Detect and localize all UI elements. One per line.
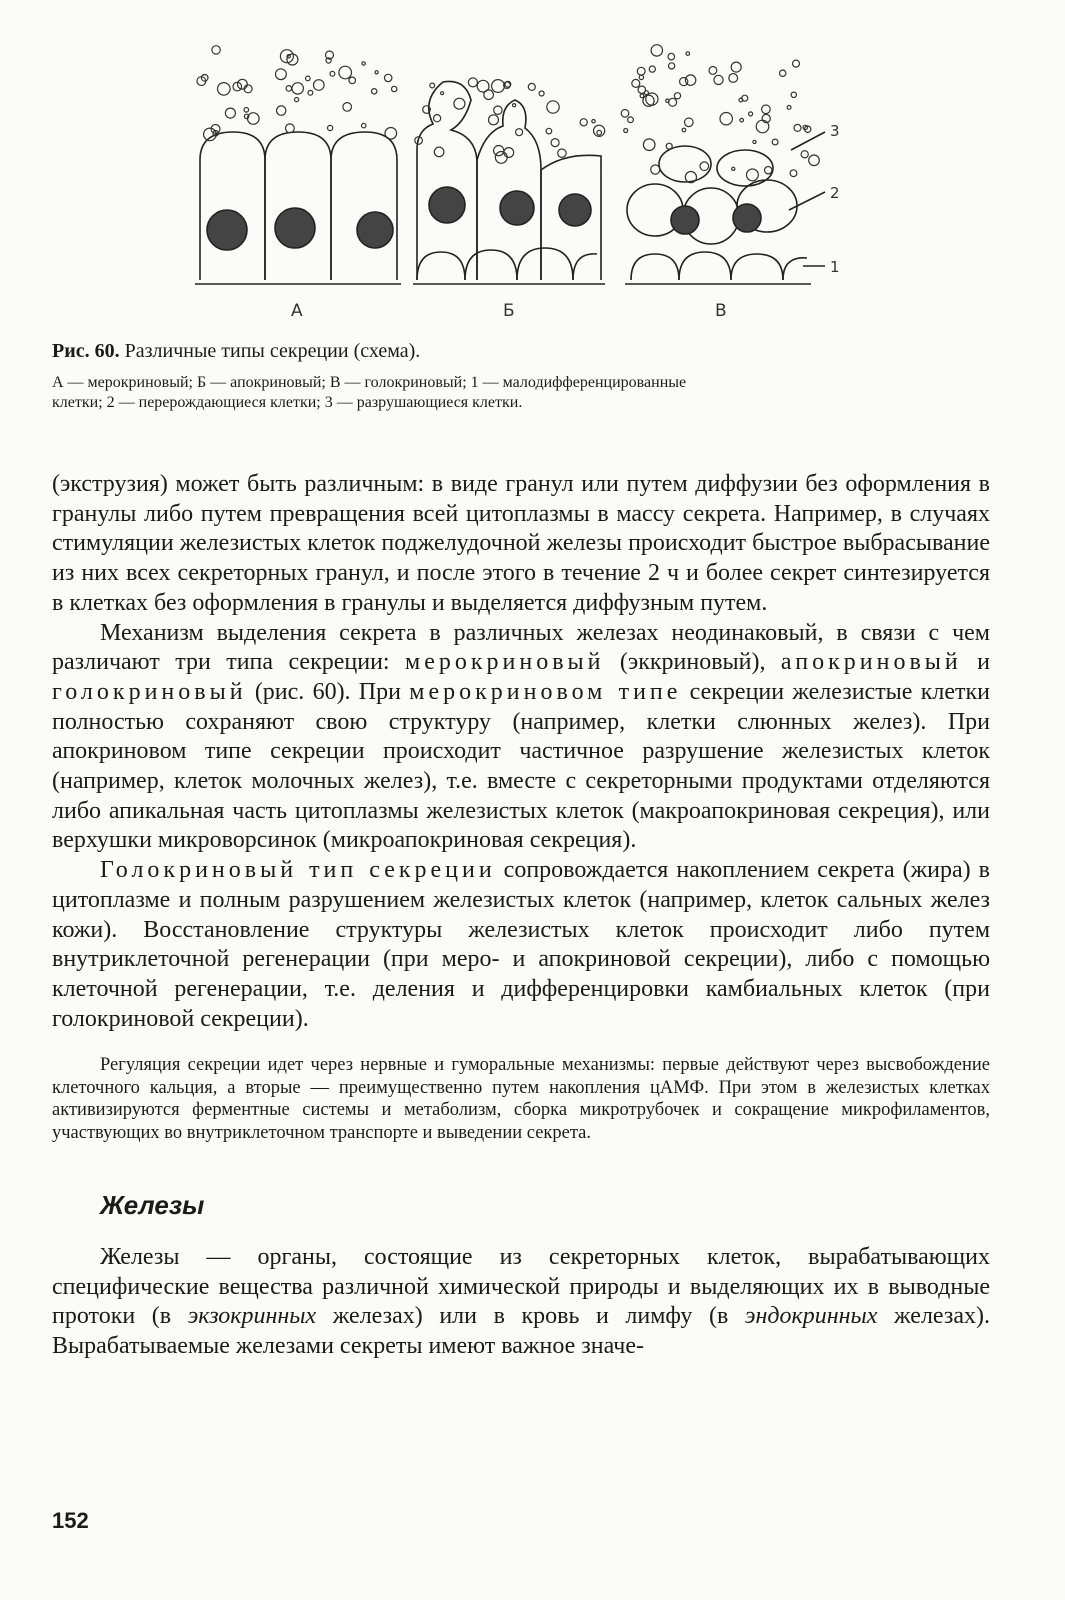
granule xyxy=(762,105,771,114)
spaced-term: мерокриновом типе xyxy=(409,678,682,705)
granule xyxy=(649,66,655,72)
granule xyxy=(731,62,741,72)
granule xyxy=(248,113,260,125)
granule xyxy=(492,80,505,93)
caption-label: Рис. 60. xyxy=(52,340,120,362)
granule xyxy=(330,71,335,76)
granule xyxy=(441,92,444,95)
granule xyxy=(666,99,669,102)
text-run: и xyxy=(961,649,991,676)
granule xyxy=(729,74,738,83)
granule xyxy=(720,113,732,125)
granule xyxy=(753,140,756,143)
granule xyxy=(516,129,523,136)
granule xyxy=(621,110,629,118)
figure-caption xyxy=(52,340,992,413)
spaced-term: голокриновый xyxy=(52,678,247,705)
granule xyxy=(732,167,735,170)
callout-1: 1 xyxy=(830,258,840,276)
text-run: Железы — органы, состоящие из секреторных клеток, вырабатывающих специфические вещества различной химической природы и выделяющих их в выводные протоки (в xyxy=(52,1243,990,1330)
section-heading: Железы xyxy=(100,1189,205,1220)
granule xyxy=(791,92,796,97)
granule xyxy=(685,118,694,127)
granule xyxy=(628,117,634,123)
granule xyxy=(546,128,552,134)
granule xyxy=(680,78,688,86)
granule xyxy=(494,106,502,114)
caption-legend-line-2: клетки; 2 — перерождающиеся клетки; 3 — разрушающиеся клетки. xyxy=(52,394,523,411)
text-run: сопровождается накоплением секрета (жира) в цитоплазме и полным разрушением железистых клеток (например, клеток сальных желез кожи). Восстановление структуры железистых клеток происходит либо путем внутриклеточной регенерации (при меро- и апокриновой секреции), либо с помощью клеточной регенерации, т.е. деления и дифференцировки камбиальных клеток (при голокриновой секреции). xyxy=(52,857,990,1032)
granule xyxy=(212,46,220,54)
panel-label-a: А xyxy=(291,301,303,321)
granule xyxy=(643,139,655,151)
body-text xyxy=(52,470,990,1362)
panel-label-b: Б xyxy=(503,301,515,321)
granule xyxy=(668,53,675,60)
granule xyxy=(714,75,723,84)
spaced-term: Голокриновый тип секреции xyxy=(100,857,496,884)
granule xyxy=(385,128,397,140)
granule xyxy=(539,91,544,96)
granule xyxy=(434,115,441,122)
granule xyxy=(349,77,356,84)
granule xyxy=(558,149,566,157)
paragraph-mechanism xyxy=(52,619,990,857)
granule xyxy=(495,152,507,164)
granule xyxy=(794,124,801,131)
granule xyxy=(809,155,820,166)
text-run: Механизм выделения секрета в различных железах неодинаковый, в связи с чем различают три типа секреции: xyxy=(52,619,990,676)
granule xyxy=(362,123,366,127)
text-run: железах). Вырабатываемые железами секреты имеют важное значе- xyxy=(52,1303,991,1360)
text-run: секреции железистые клетки полностью сохраняют свою структуру (например, клетки слюнных желез). При апокриновом типе секреции происходит частичное разрушение железистых клеток (например, клеток молочных желез), т.е. вместе с секреторными продуктами отделяются либо апикальная часть цитоплазмы железистых клеток (макроапокриновая секреция), или верхушки микроворсинок (микроапокриновая секреция). xyxy=(52,678,990,854)
page-number: 152 xyxy=(52,1508,89,1533)
granule xyxy=(392,86,397,91)
granule xyxy=(632,79,640,87)
italic-term: эндокринных xyxy=(744,1303,878,1330)
granule xyxy=(580,119,587,126)
granule xyxy=(772,139,778,145)
granule xyxy=(292,83,303,94)
granule xyxy=(306,76,311,81)
granule xyxy=(639,75,643,79)
paragraph-extrusion: (экструзия) может быть различным: в виде гранул или путем диффузии без оформления в гранулы либо путем превращения всей цитоплазмы в массу секрета. Например, в случаях стимуляции железистых клеток поджелудочной железы происходит быстрое выбрасывание из них всех секреторных гранул, и после этого в течение 2 ч и более секрет синтезируется в клетках без оформления в гранулы и выделяется диффузным путем. xyxy=(52,471,990,616)
text-run: железах) или в кровь и лимфу (в xyxy=(316,1303,745,1330)
granule xyxy=(372,89,377,94)
granule xyxy=(624,129,628,133)
granule xyxy=(669,63,675,69)
granule xyxy=(749,112,753,116)
granule xyxy=(277,106,286,115)
granule xyxy=(780,70,786,76)
secretion-types-figure xyxy=(185,40,865,330)
text-run: (рис. 60). При xyxy=(246,678,410,705)
granule xyxy=(218,83,231,96)
granule xyxy=(314,80,325,91)
granule xyxy=(454,98,465,109)
spaced-term: мерокриновый xyxy=(405,649,605,676)
paragraph-regulation: Регуляция секреции идет через нервные и гуморальные механизмы: первые действуют через высвобождение клеточного кальция, а вторые — преимущественно путем накопления цАМФ. При этом в железистых клетках активизируются ферментные системы и метаболизм, сборка микротрубочек и сокращение микрофиламентов, участвующих во внутриклеточном транспорте и выведении секрета. xyxy=(52,1055,990,1143)
granule xyxy=(343,103,352,112)
callout-2: 2 xyxy=(830,184,840,202)
granule xyxy=(528,83,535,90)
panel-b-cells xyxy=(413,81,605,284)
granule xyxy=(286,86,292,92)
granule xyxy=(375,71,378,74)
granule xyxy=(513,104,516,107)
granule xyxy=(362,62,365,65)
granule xyxy=(669,98,677,106)
granule xyxy=(801,151,808,158)
granule xyxy=(790,170,797,177)
granule xyxy=(385,74,392,81)
granule xyxy=(666,143,672,149)
granule xyxy=(308,90,313,95)
granule xyxy=(468,78,477,87)
granule xyxy=(295,98,299,102)
granule xyxy=(276,69,287,80)
granule xyxy=(742,95,748,101)
granule xyxy=(484,90,494,100)
granule xyxy=(244,108,249,113)
panel-label-c: В xyxy=(715,301,727,321)
granule xyxy=(747,169,759,181)
granule xyxy=(640,94,644,98)
granule xyxy=(740,118,744,122)
secretion-diagram xyxy=(185,40,865,330)
paragraph-glands xyxy=(52,1243,990,1362)
granule xyxy=(328,125,333,130)
granule xyxy=(644,91,648,95)
granule xyxy=(686,52,690,56)
italic-term: экзокринных xyxy=(187,1303,317,1330)
granule xyxy=(674,93,680,99)
granule xyxy=(339,66,352,79)
granule xyxy=(700,162,709,171)
callout-3: 3 xyxy=(830,122,840,140)
caption-title xyxy=(52,340,992,363)
granule xyxy=(765,167,772,174)
paragraph-holocrine xyxy=(52,856,990,1034)
granule xyxy=(592,120,595,123)
granule xyxy=(238,79,248,89)
granule xyxy=(434,147,444,157)
panel-a-cells xyxy=(195,132,401,284)
granule xyxy=(430,83,435,88)
granule xyxy=(547,101,559,113)
granule xyxy=(286,124,295,133)
panel-c-cells xyxy=(625,132,825,284)
granule xyxy=(787,106,791,110)
granule xyxy=(651,165,660,174)
text-run: (эккриновый), xyxy=(604,649,781,676)
granule xyxy=(637,67,645,75)
granule xyxy=(225,108,235,118)
secretory-granules xyxy=(197,45,819,183)
granule xyxy=(651,45,662,56)
caption-legend-line-1: А — мерокриновый; Б — апокриновый; В — голокриновый; 1 — малодифференцированные xyxy=(52,374,687,391)
spaced-term: апокриновый xyxy=(780,649,962,676)
caption-title-text: Различные типы секреции (схема). xyxy=(124,340,421,362)
granule xyxy=(597,130,602,135)
granule xyxy=(494,146,504,156)
granule xyxy=(793,60,800,67)
granule xyxy=(709,67,717,75)
granule xyxy=(682,128,686,132)
granule xyxy=(489,115,499,125)
granule xyxy=(551,139,559,147)
